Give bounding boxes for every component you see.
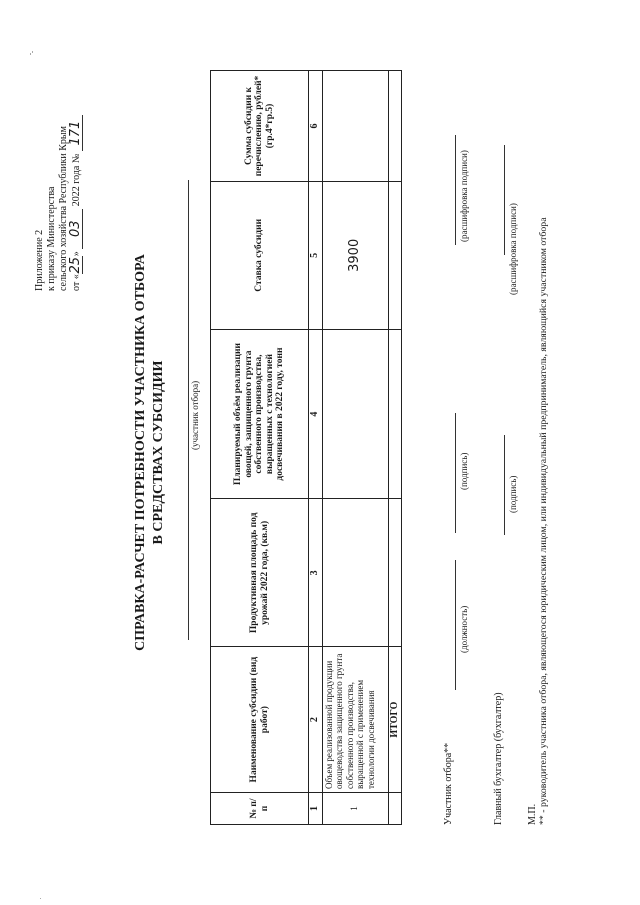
row-name: Объем реализованной продукции овощеводства защищенного грунта собственного производства, выращенной с применением технологии досвечивания <box>322 647 388 793</box>
accountant-decoding-line <box>504 145 505 255</box>
column-number-2: 2 <box>309 647 323 793</box>
header-sum: Сумма субсидии к перечислению, рублей* (гр.4*гр.5) <box>211 71 309 182</box>
total-area <box>388 499 402 647</box>
header-number: № п/п <box>211 793 309 825</box>
header-area: Продуктивная площадь под урожай 2022 года, (кв.м) <box>211 499 309 647</box>
date-day: 25 <box>68 256 83 274</box>
table-header-row <box>211 71 309 825</box>
signature-line <box>455 413 456 533</box>
accountant-signature-caption: (подпись) <box>508 475 518 513</box>
total-volume <box>388 329 402 499</box>
column-number-3: 3 <box>309 499 323 647</box>
appendix-line-2: к приказу Министерства <box>46 186 57 291</box>
date-prefix: от « <box>71 274 82 291</box>
row-sum <box>322 71 388 182</box>
column-number-4: 4 <box>309 329 323 499</box>
header-rate: Ставка субсидии <box>211 181 309 329</box>
scan-speck <box>32 51 33 53</box>
column-number-1: 1 <box>309 793 323 825</box>
appendix-line-3: сельского хозяйства Республики Крым <box>58 126 69 291</box>
scan-speck <box>40 898 41 899</box>
row-volume <box>322 329 388 499</box>
number-prefix: № <box>71 153 82 164</box>
decoding-caption: (расшифровка подписи) <box>459 150 469 242</box>
signature-caption: (подпись) <box>459 452 469 490</box>
position-caption: (должность) <box>459 605 469 653</box>
row-rate: 3900 <box>322 181 388 329</box>
appendix-line-1: Приложение 2 <box>34 229 45 291</box>
subsidy-table <box>210 70 402 825</box>
position-line <box>455 560 456 690</box>
table-column-numbers-row <box>309 71 323 825</box>
total-label: ИТОГО <box>388 647 402 793</box>
total-sum <box>388 71 402 182</box>
order-number: 171 <box>70 115 83 151</box>
date-month: 03 <box>70 209 83 249</box>
header-volume: Планируемый объём реализации овощей, защищенного грунта собственного производства, выращенных с технологией досвечивания в 2022 году, тонн <box>211 329 309 499</box>
decoding-line <box>455 135 456 245</box>
header-name: Наименование субсидии (вид работ) <box>211 647 309 793</box>
participant-caption: (участник отбора) <box>190 380 200 450</box>
table-row <box>322 71 388 825</box>
row-number: 1 <box>322 793 388 825</box>
date-year: 2022 года <box>71 165 82 207</box>
row-area <box>322 499 388 647</box>
accountant-signature-line <box>504 435 505 535</box>
accountant-decoding-caption: (расшифровка подписи) <box>508 203 518 295</box>
table-total-row <box>388 71 402 825</box>
total-empty-number <box>388 793 402 825</box>
participant-label: Участник отбора** <box>443 742 454 825</box>
date-separator: » <box>71 251 82 257</box>
footnote: ** - руководитель участника отбора, являющегося юридическим лицом, или индивидуальный предприниматель, являющийся участником отбора <box>538 217 549 825</box>
appendix-date-line <box>70 115 83 291</box>
document-title-line-1: СПРАВКА-РАСЧЕТ ПОТРЕБНОСТИ УЧАСТНИКА ОТБОРА <box>133 254 148 651</box>
accountant-label: Главный бухгалтер (бухгалтер) <box>493 692 504 825</box>
scan-speck <box>30 53 31 55</box>
participant-underline <box>188 180 189 640</box>
column-number-6: 6 <box>309 71 323 182</box>
total-rate <box>388 181 402 329</box>
document-title-line-2: В СРЕДСТВАХ СУБСИДИИ <box>151 360 166 545</box>
stamp-label: М.П. <box>527 803 538 825</box>
column-number-5: 5 <box>309 181 323 329</box>
